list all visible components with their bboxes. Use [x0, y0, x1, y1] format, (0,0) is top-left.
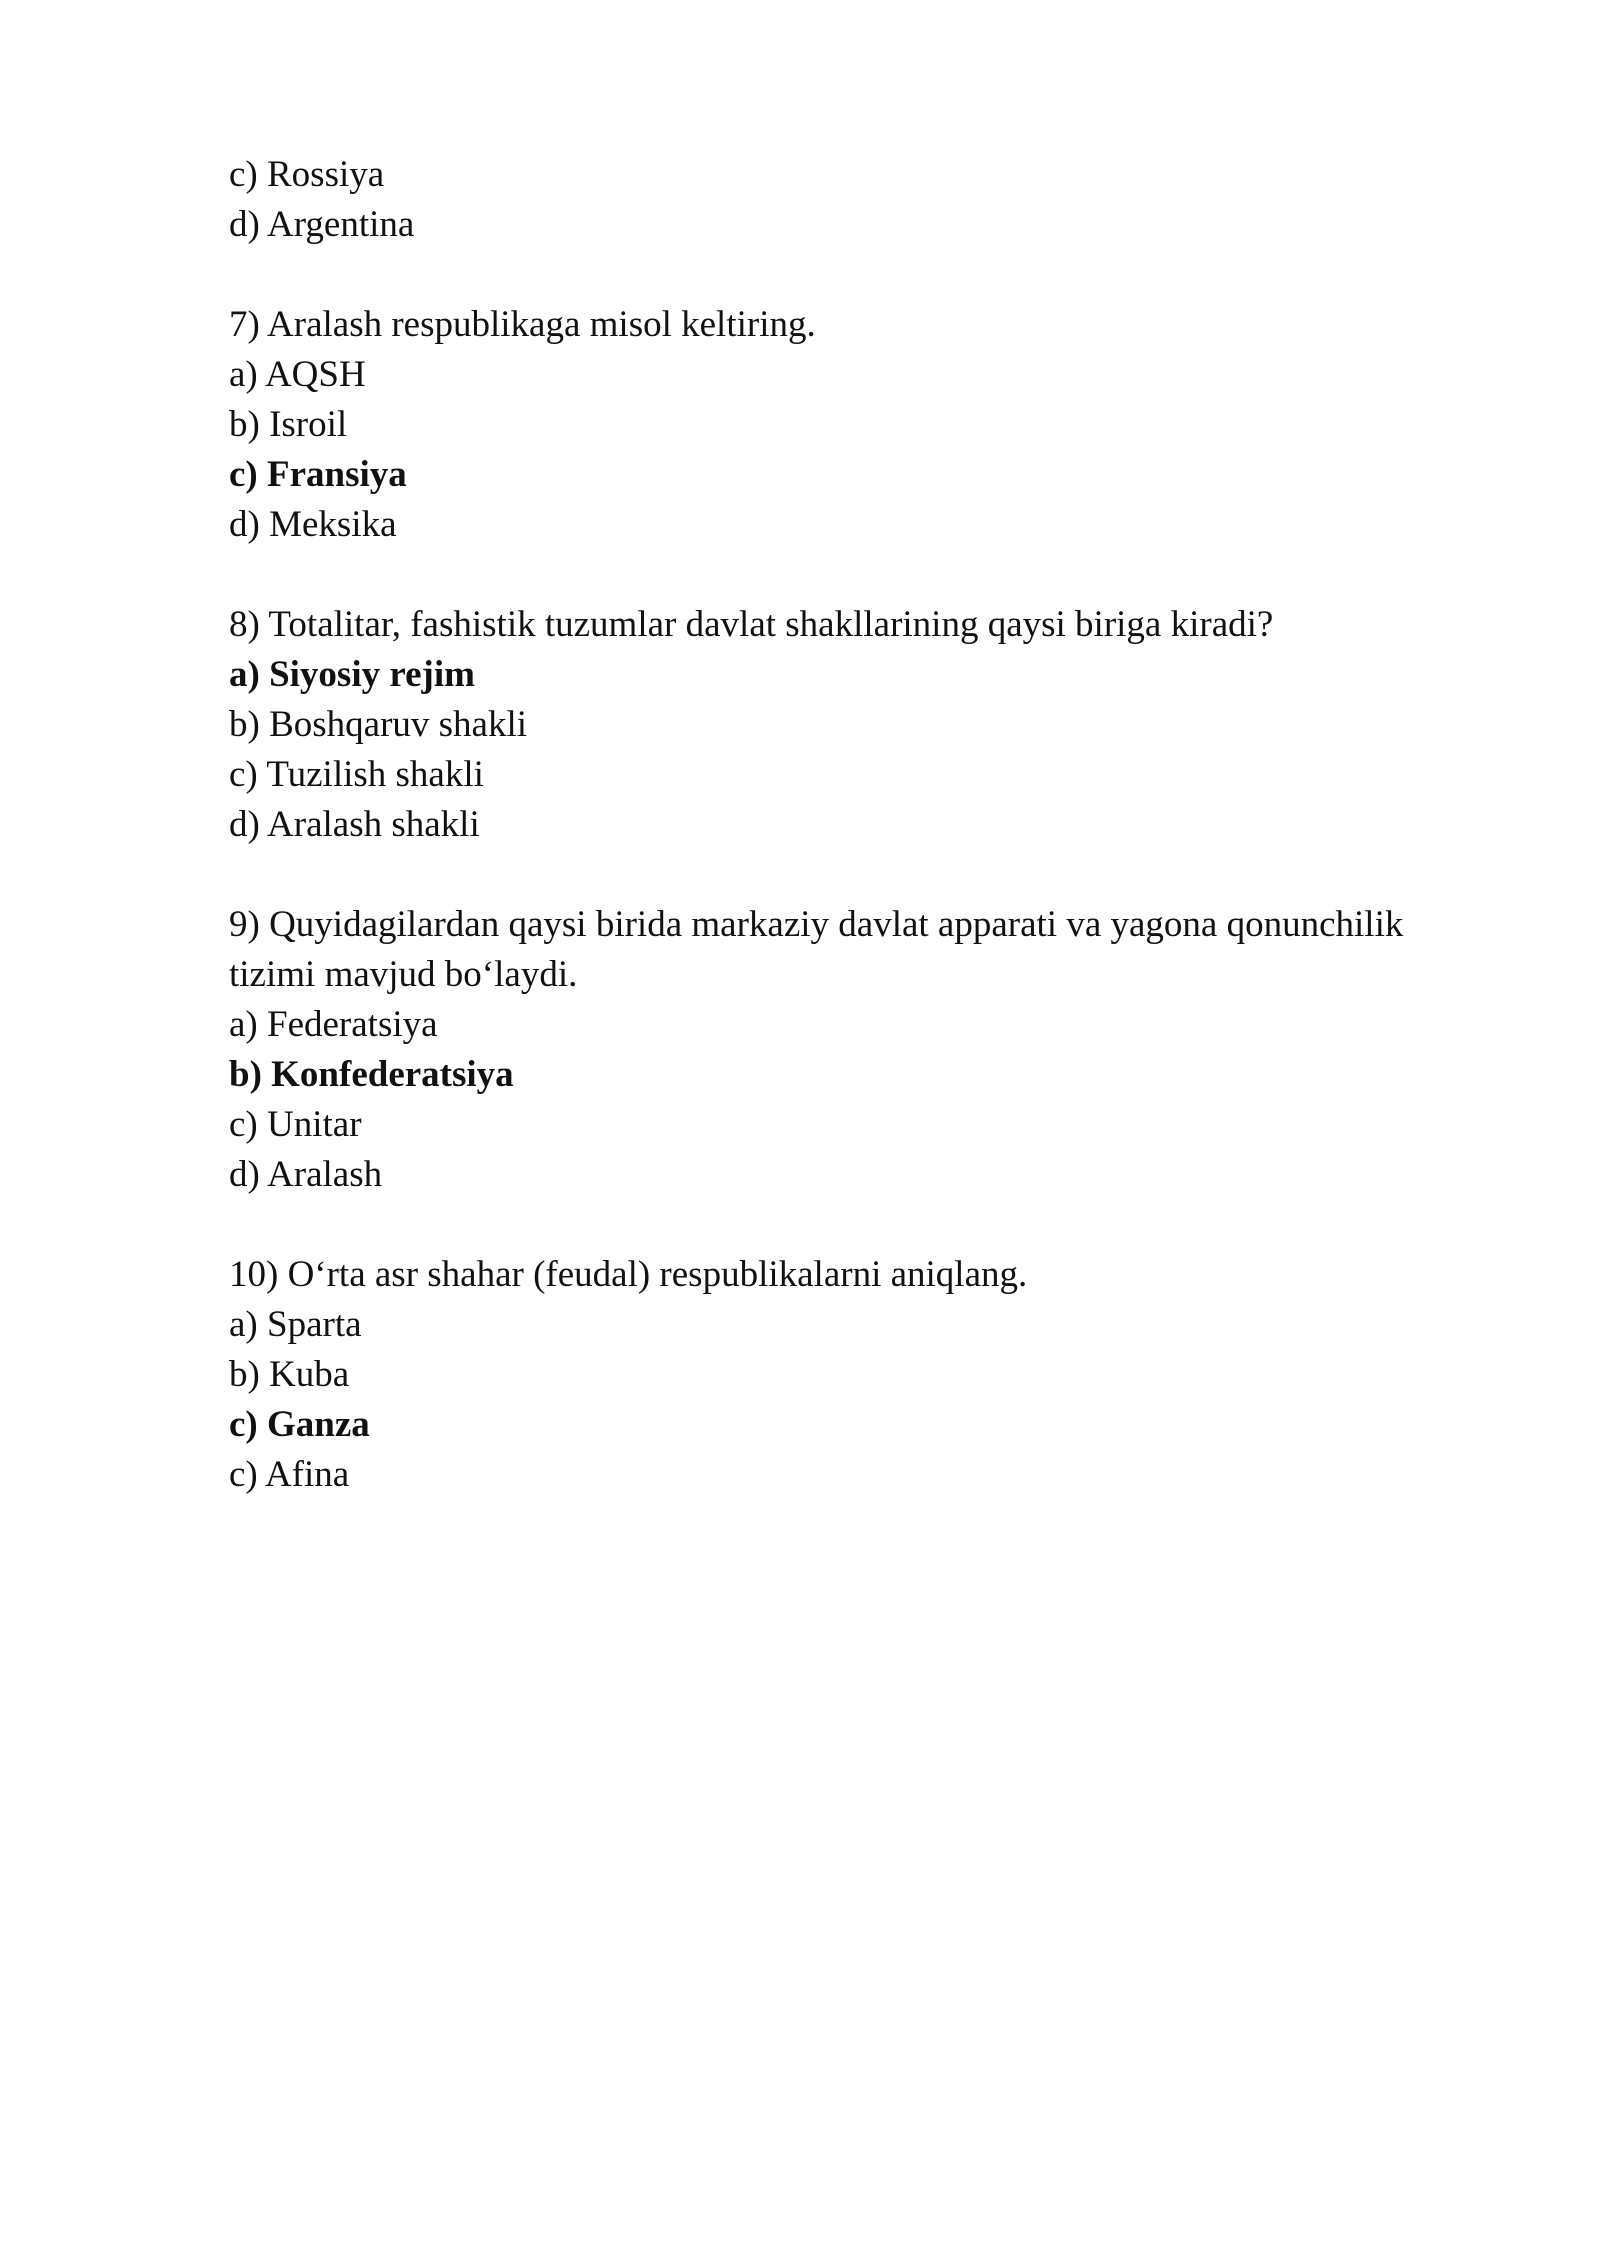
option: d) Aralash — [229, 1154, 383, 1195]
question-text: 9) Quyidagilardan qaysi birida markaziy davlat apparati va yagona qonunchilik tizimi mavjud bo‘laydi. — [229, 904, 1404, 995]
option: b) Kuba — [229, 1354, 350, 1395]
question-8 — [229, 600, 1459, 850]
option: a) Federatsiya — [229, 1004, 438, 1045]
option: c) Unitar — [229, 1104, 362, 1145]
option: a) AQSH — [229, 354, 366, 395]
option: d) Meksika — [229, 504, 397, 545]
option: b) Boshqaruv shakli — [229, 704, 528, 745]
question-text: 7) Aralash respublikaga misol keltiring. — [229, 304, 816, 345]
question-7 — [229, 300, 1459, 550]
option: d) Aralash shakli — [229, 804, 480, 845]
option: a) Sparta — [229, 1304, 362, 1345]
question-text: 10) O‘rta asr shahar (feudal) respublikalarni aniqlang. — [229, 1254, 1028, 1295]
question-9 — [229, 900, 1459, 1200]
correct-option: c) Ganza — [229, 1404, 370, 1445]
option: b) Isroil — [229, 404, 348, 445]
option: d) Argentina — [229, 204, 415, 245]
correct-option: a) Siyosiy rejim — [229, 654, 475, 695]
question-text: 8) Totalitar, fashistik tuzumlar davlat shakllarining qaysi biriga kiradi? — [229, 604, 1274, 645]
option: c) Rossiya — [229, 154, 385, 195]
continued-options — [229, 150, 1459, 250]
correct-option: c) Fransiya — [229, 454, 407, 495]
correct-option: b) Konfederatsiya — [229, 1054, 514, 1095]
question-10 — [229, 1250, 1459, 1500]
option: c) Tuzilish shakli — [229, 754, 484, 795]
quiz-content — [229, 150, 1459, 1550]
option: c) Afina — [229, 1454, 350, 1495]
